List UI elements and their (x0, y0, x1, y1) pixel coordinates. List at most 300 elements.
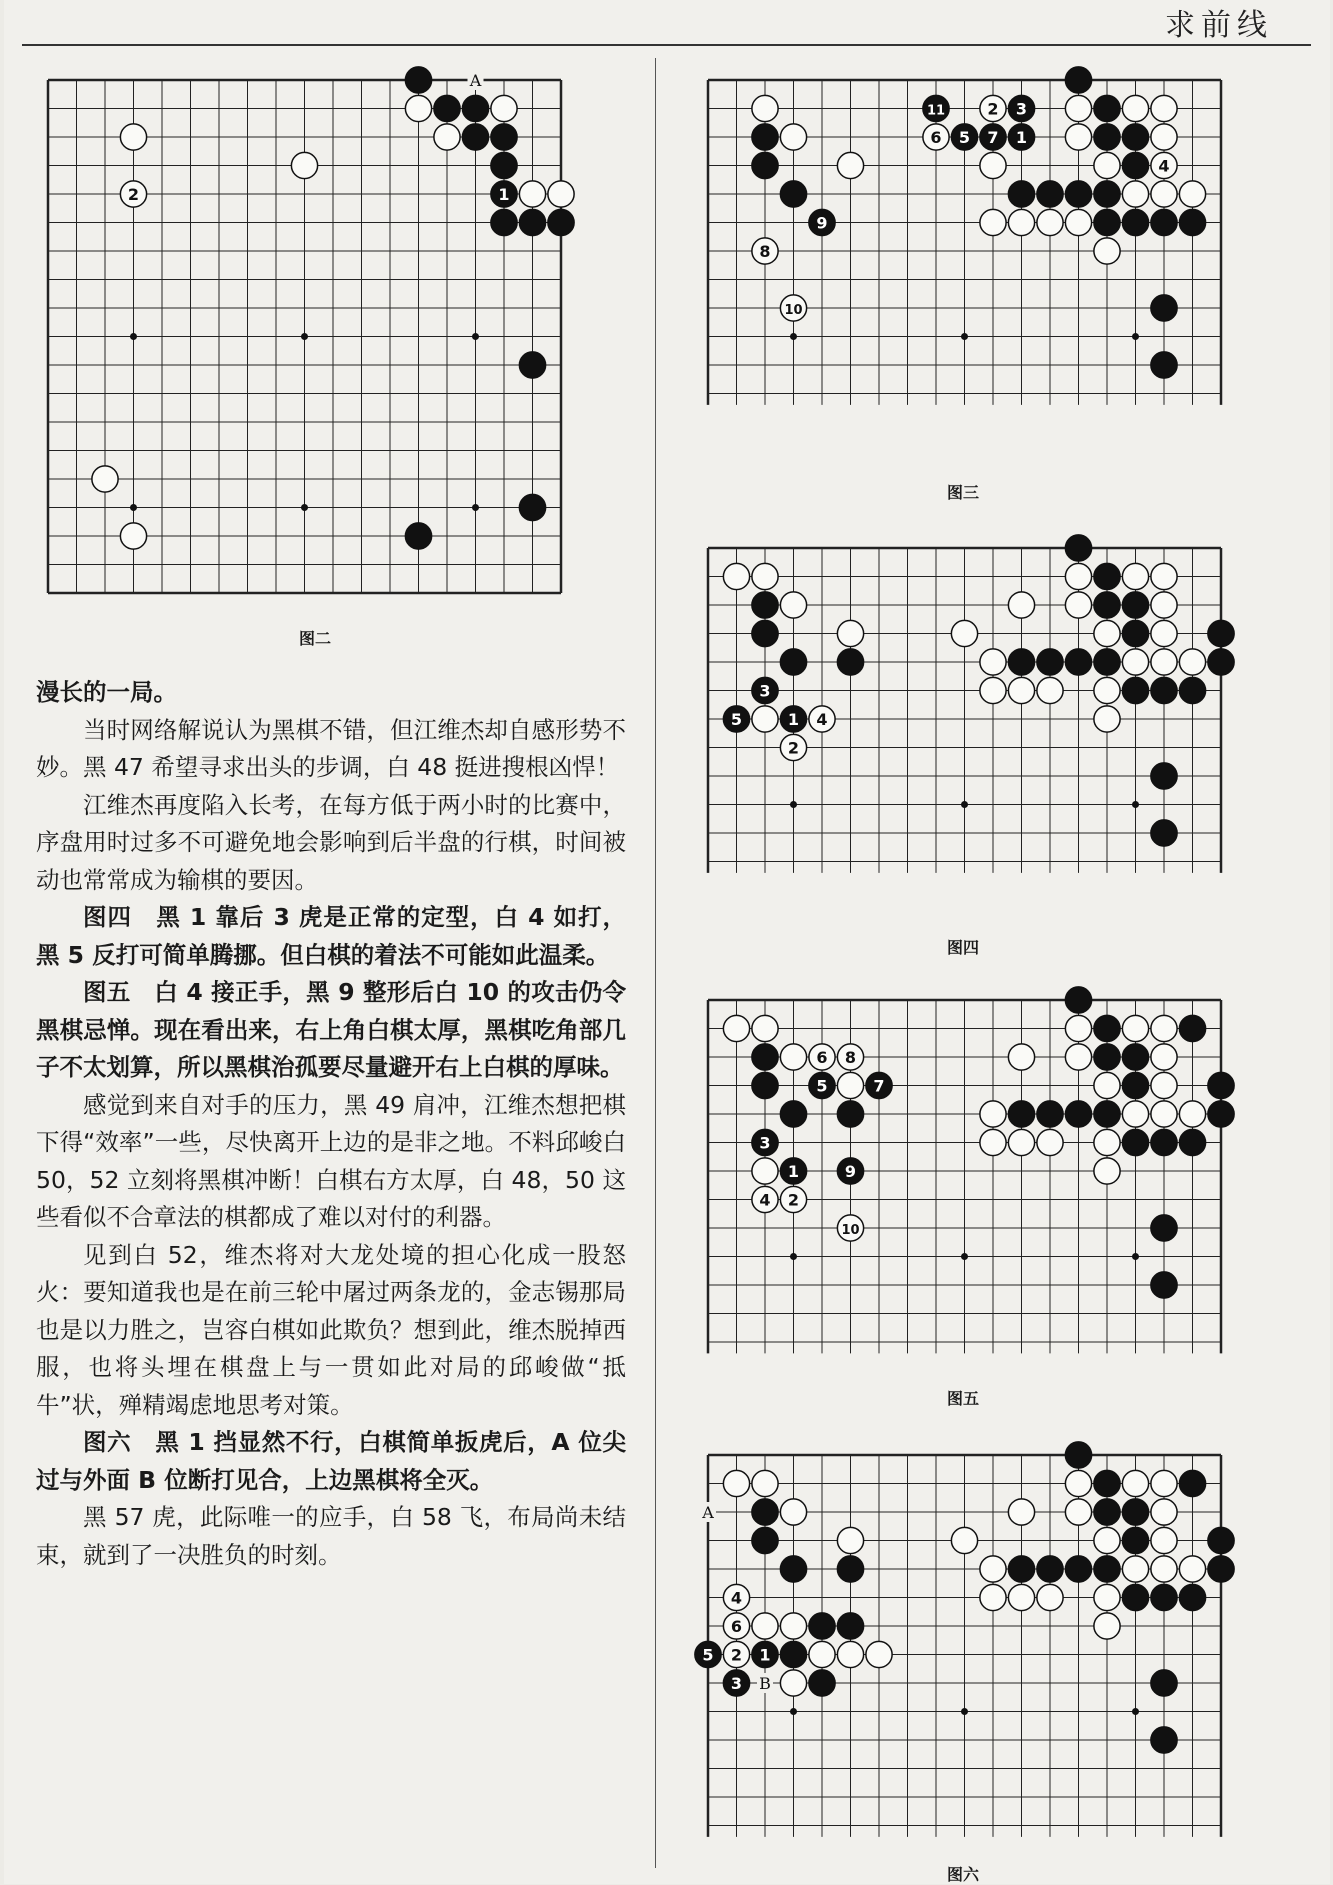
black-stone (723, 706, 749, 732)
white-stone (1008, 1129, 1034, 1155)
black-stone (1122, 209, 1148, 235)
black-stone (1037, 1556, 1063, 1582)
black-stone (1179, 1470, 1205, 1496)
black-stone (1065, 535, 1091, 561)
black-stone (1208, 1101, 1234, 1127)
white-stone (1065, 209, 1091, 235)
black-stone (837, 1556, 863, 1582)
black-stone (491, 181, 517, 207)
black-stone (1122, 677, 1148, 703)
white-stone (809, 1044, 835, 1070)
black-stone (1122, 1527, 1148, 1553)
point-label: A (702, 1503, 714, 1522)
white-stone (1151, 1101, 1177, 1127)
black-stone (951, 124, 977, 150)
white-stone (1065, 1015, 1091, 1041)
star-point (961, 1253, 968, 1260)
black-stone (752, 1641, 778, 1667)
white-stone (752, 1158, 778, 1184)
move-number: 1 (787, 1162, 800, 1181)
white-stone (1122, 181, 1148, 207)
black-stone (780, 706, 806, 732)
white-stone (837, 1527, 863, 1553)
black-stone (1151, 1129, 1177, 1155)
white-stone (1094, 238, 1120, 264)
white-stone (1151, 152, 1177, 178)
white-stone (780, 1613, 806, 1639)
white-stone (837, 152, 863, 178)
move-number: 7 (873, 1076, 885, 1096)
black-stone (1037, 649, 1063, 675)
white-stone (723, 1613, 749, 1639)
move-number: 6 (730, 1617, 743, 1636)
white-stone (780, 734, 806, 760)
black-stone (1094, 1101, 1120, 1127)
white-stone (780, 124, 806, 150)
white-stone (1179, 649, 1205, 675)
white-stone (1151, 592, 1177, 618)
white-stone (1008, 209, 1034, 235)
move-number: 10 (784, 303, 803, 318)
white-stone (980, 209, 1006, 235)
star-point (1132, 801, 1139, 808)
star-point (790, 801, 797, 808)
black-stone (1122, 1072, 1148, 1098)
move-number: 7 (987, 128, 999, 147)
white-stone (434, 124, 460, 150)
black-stone (1179, 677, 1205, 703)
white-stone (1151, 1470, 1177, 1496)
white-stone (491, 95, 517, 121)
white-stone (837, 620, 863, 646)
black-stone (1122, 152, 1148, 178)
black-stone (1008, 1101, 1034, 1127)
white-stone (519, 181, 545, 207)
white-stone (1151, 124, 1177, 150)
paragraph: 黑 57 虎，此际唯一的应手，白 58 飞，布局尚未结束，就到了一决胜负的时刻。 (36, 1503, 626, 1569)
move-number: 1 (759, 1645, 771, 1665)
white-stone (548, 181, 574, 207)
white-stone (1065, 1044, 1091, 1070)
star-point (472, 504, 479, 511)
white-stone (1151, 1556, 1177, 1582)
star-point (961, 801, 968, 808)
black-stone (1179, 209, 1205, 235)
black-stone (752, 677, 778, 703)
white-stone (980, 1556, 1006, 1582)
white-stone (1008, 1499, 1034, 1525)
white-stone (723, 1470, 749, 1496)
white-stone (120, 124, 146, 150)
go-board-fig6 (700, 1445, 1240, 1865)
white-stone (723, 563, 749, 589)
white-stone (291, 152, 317, 178)
black-stone (519, 494, 545, 520)
move-number: 4 (1158, 156, 1170, 176)
white-stone (1122, 95, 1148, 121)
black-stone (809, 1613, 835, 1639)
move-number: 8 (844, 1048, 857, 1067)
move-number: 4 (730, 1588, 743, 1608)
black-stone (1151, 295, 1177, 321)
white-stone (780, 295, 806, 321)
black-stone (1179, 1584, 1205, 1610)
point-label: A (469, 71, 482, 90)
white-stone (1094, 1158, 1120, 1184)
white-stone (1065, 1470, 1091, 1496)
move-number: 5 (702, 1645, 714, 1665)
black-stone (519, 352, 545, 378)
black-stone (752, 1072, 778, 1098)
black-stone (809, 209, 835, 235)
white-stone (1122, 563, 1148, 589)
move-number: 2 (987, 99, 999, 119)
black-stone (780, 181, 806, 207)
white-stone (980, 677, 1006, 703)
white-stone (837, 1044, 863, 1070)
white-stone (1065, 592, 1091, 618)
caption-fig6: 图六 (946, 1865, 979, 1884)
white-stone (1008, 1584, 1034, 1610)
black-stone (1065, 181, 1091, 207)
move-number: 2 (787, 1190, 800, 1210)
black-stone (695, 1641, 721, 1667)
white-stone (752, 238, 778, 264)
black-stone (837, 1613, 863, 1639)
black-stone (1065, 649, 1091, 675)
black-stone (866, 1072, 892, 1098)
star-point (1132, 333, 1139, 340)
black-stone (752, 592, 778, 618)
star-point (130, 504, 137, 511)
black-stone (752, 1044, 778, 1070)
move-number: 8 (759, 242, 771, 261)
white-stone (1094, 677, 1120, 703)
black-stone (1208, 1556, 1234, 1582)
move-number: 5 (730, 710, 743, 729)
white-stone (1122, 649, 1148, 675)
move-number: 3 (759, 1133, 771, 1153)
white-stone (1094, 1613, 1120, 1639)
white-stone (980, 95, 1006, 121)
white-stone (1094, 1129, 1120, 1155)
go-board-fig3 (700, 70, 1240, 460)
caption-fig2: 图二 (298, 629, 331, 648)
black-stone (1065, 1101, 1091, 1127)
white-stone (120, 523, 146, 549)
black-stone (1151, 820, 1177, 846)
white-stone (92, 466, 118, 492)
white-stone (980, 1584, 1006, 1610)
white-stone (1094, 1584, 1120, 1610)
black-stone (1208, 1527, 1234, 1553)
black-stone (1065, 1556, 1091, 1582)
star-point (301, 504, 308, 511)
black-stone (1065, 67, 1091, 93)
white-stone (1179, 1556, 1205, 1582)
move-number: 9 (844, 1162, 857, 1181)
black-stone (780, 1641, 806, 1667)
caption-fig3: 图三 (946, 483, 979, 502)
black-stone (491, 124, 517, 150)
black-stone (837, 1101, 863, 1127)
go-board-fig5 (700, 990, 1240, 1380)
black-stone (1008, 181, 1034, 207)
white-stone (809, 1641, 835, 1667)
move-number: 1 (498, 185, 510, 204)
black-stone (1151, 677, 1177, 703)
paragraph: 当时网络解说认为黑棋不错，但江维杰却自感形势不妙。黑 47 希望寻求出头的步调，白 48 挺进搜根凶悍！ (36, 715, 626, 781)
white-stone (980, 1101, 1006, 1127)
white-stone (1122, 1015, 1148, 1041)
white-stone (1037, 1129, 1063, 1155)
black-stone (1008, 95, 1034, 121)
white-stone (1008, 592, 1034, 618)
black-stone (980, 124, 1006, 150)
white-stone (752, 1186, 778, 1212)
black-stone (491, 152, 517, 178)
white-stone (780, 1670, 806, 1696)
move-number: 4 (759, 1190, 771, 1210)
black-stone (1122, 592, 1148, 618)
white-stone (780, 1499, 806, 1525)
star-point (790, 1708, 797, 1715)
black-stone (1179, 1129, 1205, 1155)
white-stone (752, 706, 778, 732)
black-stone (1037, 1101, 1063, 1127)
star-point (961, 333, 968, 340)
black-stone (1008, 124, 1034, 150)
white-stone (1037, 1584, 1063, 1610)
black-stone (837, 1158, 863, 1184)
move-number: 1 (1015, 128, 1028, 147)
move-number: 2 (787, 738, 800, 758)
black-stone (1151, 209, 1177, 235)
white-stone (1094, 152, 1120, 178)
white-stone (837, 1072, 863, 1098)
white-stone (752, 95, 778, 121)
white-stone (1065, 124, 1091, 150)
move-number: 4 (816, 710, 828, 729)
white-stone (1065, 563, 1091, 589)
black-stone (780, 1556, 806, 1582)
black-stone (1122, 124, 1148, 150)
paragraph: 见到白 52，维杰将对大龙处境的担心化成一股怒火：要知道我也是在前三轮中屠过两条龙的，金志锡那局也是以力胜之，岂容白棋如此欺负？想到此，维杰脱掉西服，也将头埋在棋盘上与一贯如此对局的邱峻做“抵牛”状，殚精竭虑地思考对策。 (36, 1240, 626, 1419)
move-number: 3 (730, 1674, 743, 1693)
white-stone (951, 1527, 977, 1553)
white-stone (1122, 1556, 1148, 1582)
black-stone (1094, 181, 1120, 207)
move-number: 6 (816, 1048, 828, 1067)
black-stone (1151, 352, 1177, 378)
black-stone (405, 523, 431, 549)
black-stone (1151, 1272, 1177, 1298)
black-stone (1208, 620, 1234, 646)
white-stone (1151, 95, 1177, 121)
black-stone (1037, 181, 1063, 207)
white-stone (1151, 181, 1177, 207)
white-stone (723, 1015, 749, 1041)
move-number: 6 (930, 128, 942, 147)
black-stone (752, 620, 778, 646)
white-stone (752, 1015, 778, 1041)
black-stone (1122, 1129, 1148, 1155)
black-stone (1151, 1215, 1177, 1241)
white-stone (980, 649, 1006, 675)
black-stone (1122, 1044, 1148, 1070)
black-stone (780, 1158, 806, 1184)
running-head: 求前线 (1165, 8, 1273, 43)
white-stone (1151, 1015, 1177, 1041)
go-board-fig4 (700, 538, 1240, 910)
black-stone (1179, 1015, 1205, 1041)
white-stone (1179, 181, 1205, 207)
black-stone (1122, 1499, 1148, 1525)
black-stone (462, 95, 488, 121)
white-stone (1151, 1527, 1177, 1553)
black-stone (723, 1670, 749, 1696)
move-number: 2 (730, 1645, 743, 1665)
black-stone (1065, 987, 1091, 1013)
black-stone (1094, 1015, 1120, 1041)
black-stone (809, 1670, 835, 1696)
star-point (1132, 1708, 1139, 1715)
white-stone (780, 1044, 806, 1070)
black-stone (752, 1499, 778, 1525)
move-number: 11 (926, 103, 946, 119)
black-stone (548, 209, 574, 235)
black-stone (1151, 1584, 1177, 1610)
black-stone (1094, 1470, 1120, 1496)
white-stone (980, 1129, 1006, 1155)
go-board-fig2 (40, 70, 576, 610)
black-stone (752, 1129, 778, 1155)
white-stone (1151, 1499, 1177, 1525)
black-stone (1094, 1044, 1120, 1070)
black-stone (1008, 1556, 1034, 1582)
white-stone (1151, 649, 1177, 675)
black-stone (1094, 124, 1120, 150)
black-stone (1208, 649, 1234, 675)
white-stone (780, 1186, 806, 1212)
star-point (790, 333, 797, 340)
move-number: 10 (841, 1223, 860, 1238)
white-stone (1065, 1499, 1091, 1525)
white-stone (723, 1584, 749, 1610)
black-stone (809, 1072, 835, 1098)
black-stone (1151, 763, 1177, 789)
paragraph: 图四 黑 1 靠后 3 虎是正常的定型，白 4 如打，黑 5 反打可简单腾挪。但白棋的着法不可能如此温柔。 (36, 903, 626, 969)
black-stone (1122, 620, 1148, 646)
white-stone (1151, 563, 1177, 589)
caption-fig4: 图四 (946, 938, 979, 957)
white-stone (1065, 95, 1091, 121)
black-stone (1094, 563, 1120, 589)
move-number: 3 (759, 681, 771, 701)
black-stone (1094, 1499, 1120, 1525)
white-stone (1122, 1101, 1148, 1127)
black-stone (752, 124, 778, 150)
star-point (1132, 1253, 1139, 1260)
white-stone (723, 1641, 749, 1667)
column-rule (655, 58, 656, 1868)
black-stone (405, 67, 431, 93)
white-stone (866, 1641, 892, 1667)
white-stone (752, 1470, 778, 1496)
black-stone (837, 649, 863, 675)
white-stone (951, 620, 977, 646)
star-point (301, 333, 308, 340)
black-stone (1151, 1670, 1177, 1696)
black-stone (752, 1527, 778, 1553)
white-stone (752, 1613, 778, 1639)
black-stone (1008, 649, 1034, 675)
white-stone (1151, 1072, 1177, 1098)
white-stone (809, 706, 835, 732)
white-stone (923, 124, 949, 150)
white-stone (1122, 1470, 1148, 1496)
black-stone (780, 649, 806, 675)
white-stone (405, 95, 431, 121)
star-point (961, 1708, 968, 1715)
paragraph: 江维杰再度陷入长考，在每方低于两小时的比赛中，序盘用时过多不可避免地会影响到后半盘的行棋，时间被动也常常成为输棋的要因。 (36, 790, 626, 894)
caption-fig5: 图五 (946, 1389, 979, 1408)
move-number: 5 (958, 128, 971, 147)
white-stone (1094, 1527, 1120, 1553)
black-stone (519, 209, 545, 235)
black-stone (1151, 1727, 1177, 1753)
star-point (130, 333, 137, 340)
white-stone (837, 1641, 863, 1667)
black-stone (1208, 1072, 1234, 1098)
white-stone (1094, 706, 1120, 732)
white-stone (1179, 1101, 1205, 1127)
white-stone (1037, 209, 1063, 235)
white-stone (1151, 1044, 1177, 1070)
black-stone (780, 1101, 806, 1127)
black-stone (1094, 592, 1120, 618)
move-number: 3 (1015, 99, 1028, 119)
white-stone (1037, 677, 1063, 703)
white-stone (1094, 620, 1120, 646)
move-number: 9 (816, 213, 828, 233)
white-stone (837, 1215, 863, 1241)
black-stone (1094, 649, 1120, 675)
black-stone (491, 209, 517, 235)
white-stone (980, 152, 1006, 178)
star-point (472, 333, 479, 340)
paragraph: 图六 黑 1 挡显然不行，白棋简单扳虎后，A 位尖过与外面 B 位断打见合，上边黑棋将全灭。 (36, 1428, 626, 1494)
black-stone (1094, 209, 1120, 235)
white-stone (1094, 1072, 1120, 1098)
paragraph: 漫长的一局。 (36, 678, 177, 706)
move-number: 5 (816, 1076, 828, 1096)
white-stone (780, 592, 806, 618)
white-stone (120, 181, 146, 207)
white-stone (1008, 677, 1034, 703)
star-point (790, 1253, 797, 1260)
black-stone (752, 152, 778, 178)
move-number: 2 (127, 185, 140, 204)
white-stone (752, 563, 778, 589)
black-stone (1065, 1442, 1091, 1468)
white-stone (1151, 620, 1177, 646)
black-stone (1094, 95, 1120, 121)
paragraph: 图五 白 4 接正手，黑 9 整形后白 10 的攻击仍令黑棋忌惮。现在看出来，右上角白棋太厚，黑棋吃角部几子不太划算，所以黑棋治孤要尽量避开右上白棋的厚味。 (36, 978, 626, 1081)
article-text (36, 674, 626, 1574)
black-stone (434, 95, 460, 121)
black-stone (462, 124, 488, 150)
